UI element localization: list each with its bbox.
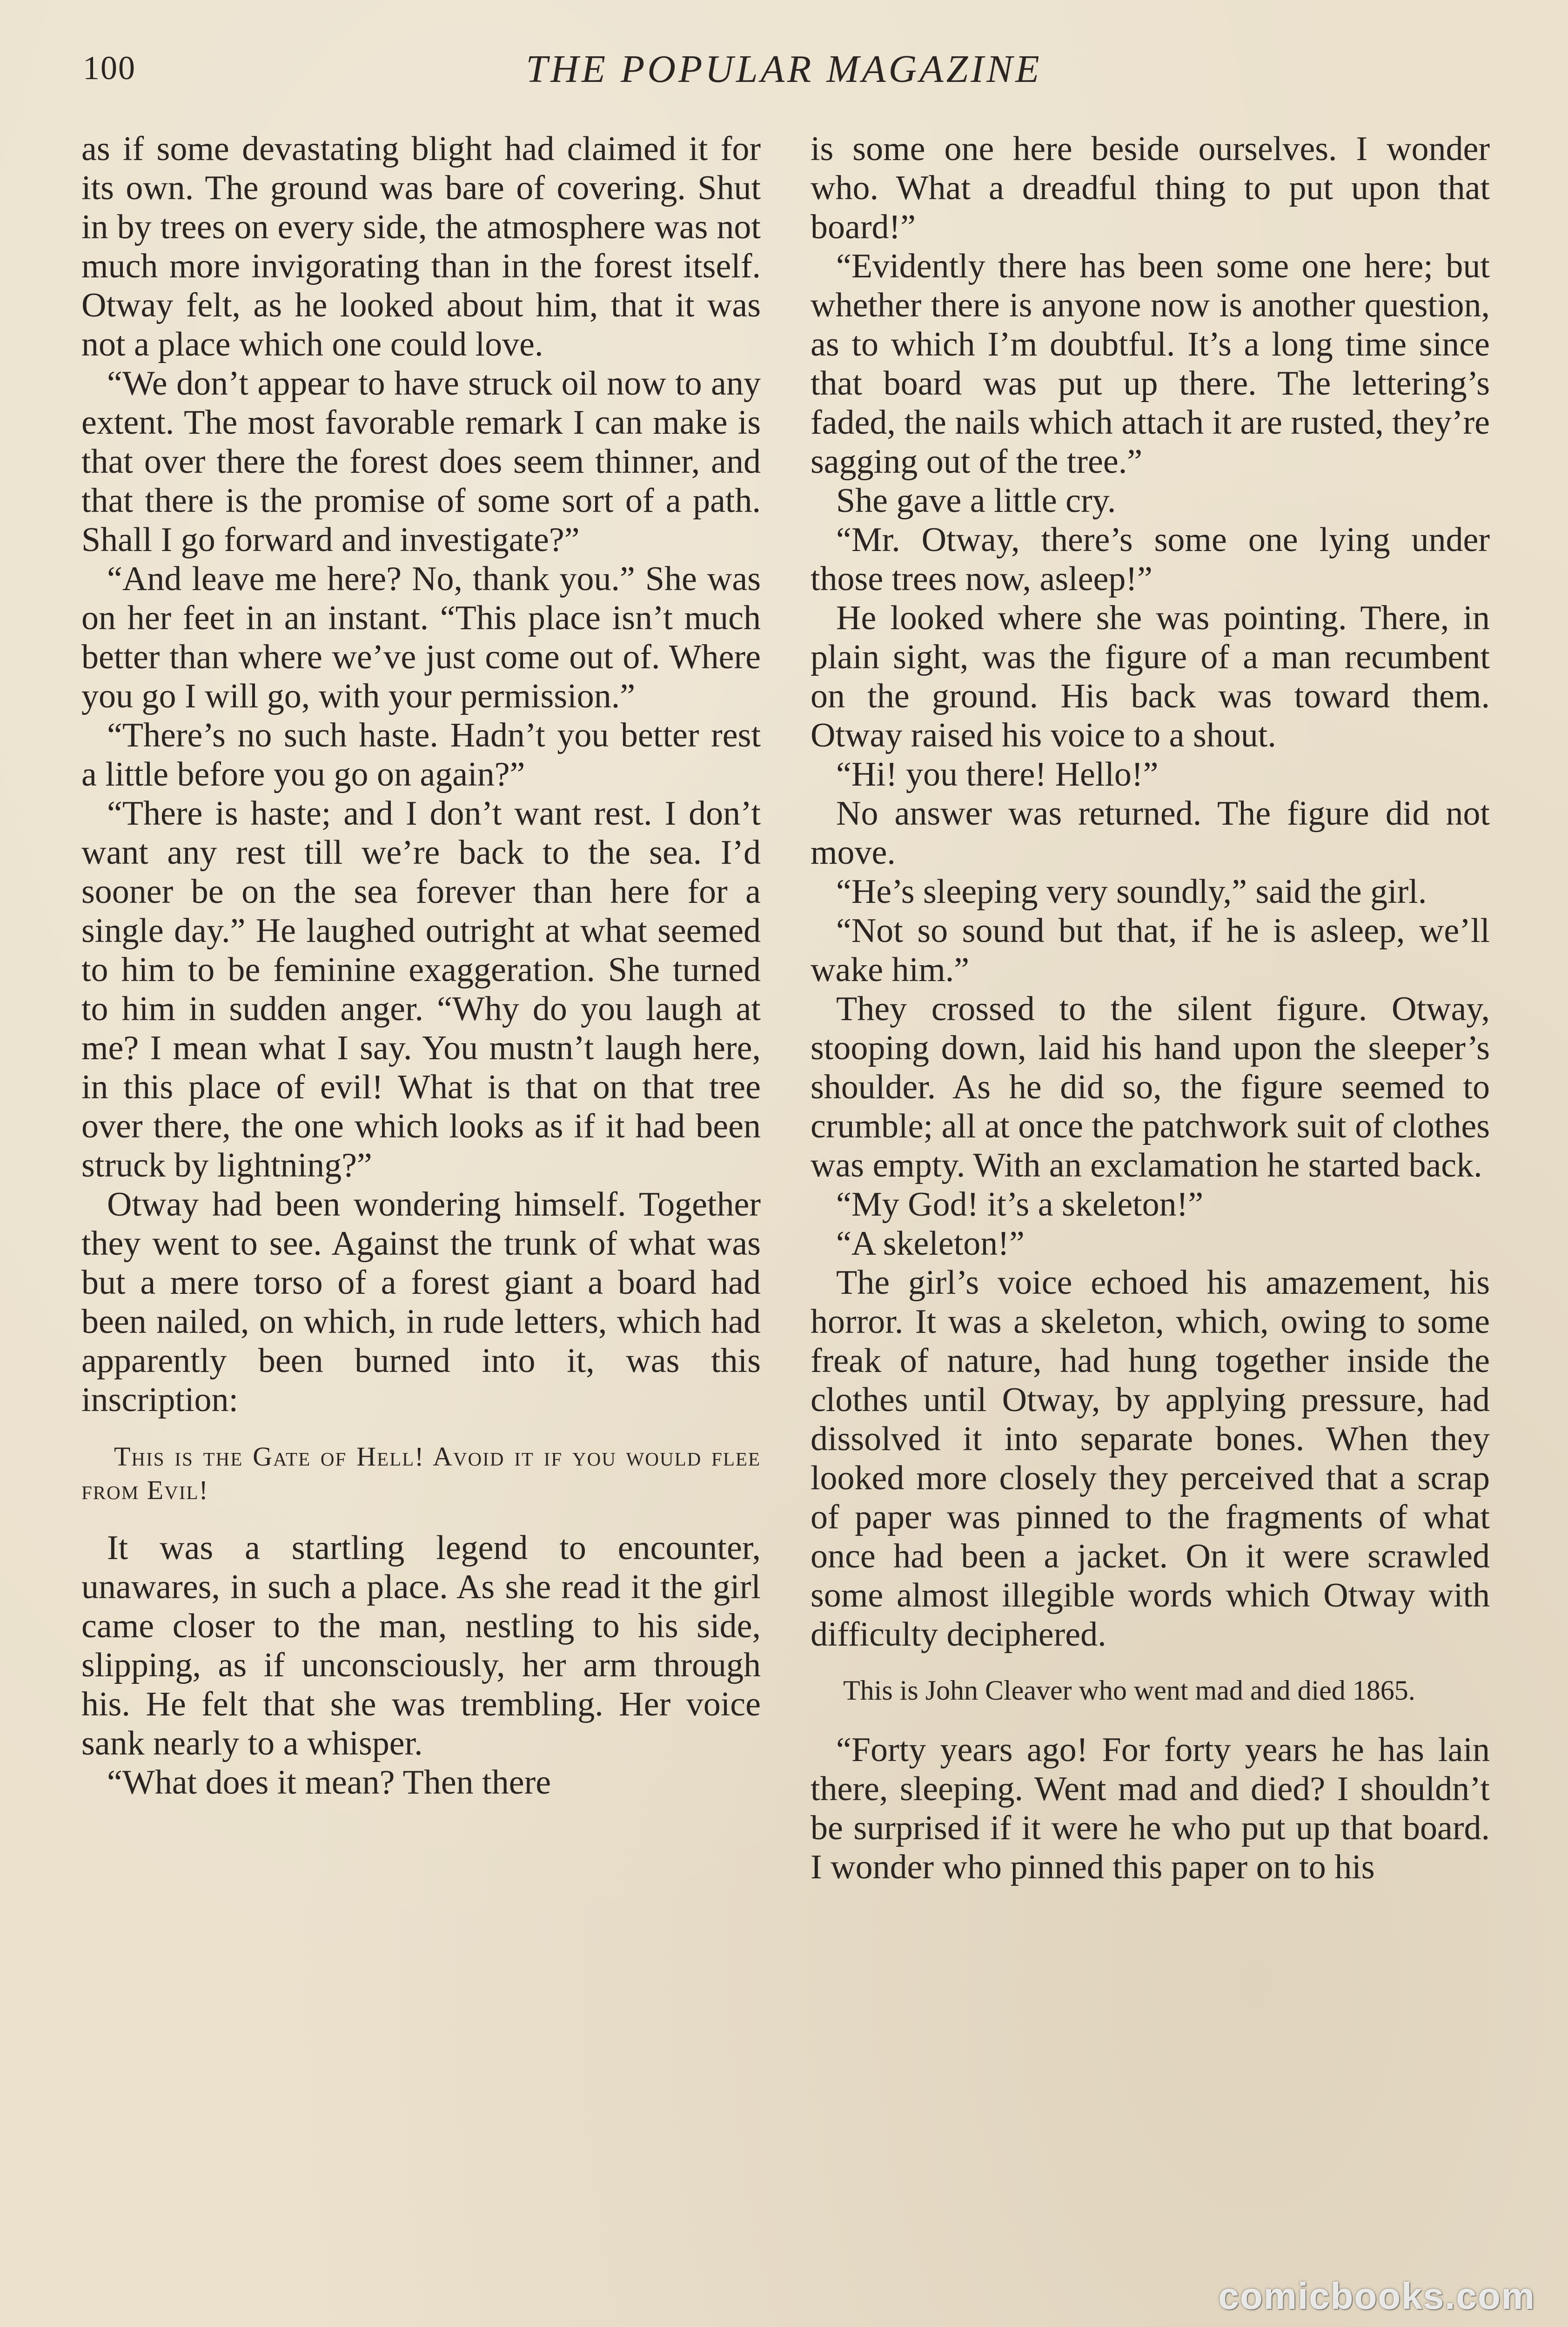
paragraph: “Forty years ago! For forty years he has lain there, sleeping. Went mad and died? I shouldn’t be surprised if it were he who put up that board. I wonder who pinned this paper on to his <box>811 1731 1490 1886</box>
paragraph: “There is haste; and I don’t want rest. I don’t want any rest till we’re back to the sea. I’d sooner be on the sea forever than here for a single day.” He laughed outright at what seemed to him to be feminine exaggeration. She turned to him in sudden anger. “Why do you laugh at me? I mean what I say. You mustn’t laugh here, in this place of evil! What is that on that tree over there, the one which looks as if it had been struck by lightning?” <box>81 794 761 1184</box>
paragraph: Otway had been wondering himself. Together they went to see. Against the trunk of what was but a mere torso of a forest giant a board had been nailed, on which, in rude letters, which had apparently been burned into it, was this inscription: <box>81 1185 761 1419</box>
paragraph: “My God! it’s a skeleton!” <box>836 1185 1204 1224</box>
paper-note: This is John Cleaver who went mad and died 1865. <box>843 1675 1415 1706</box>
paragraph: No answer was returned. The figure did not move. <box>811 794 1490 872</box>
paragraph: She gave a little cry. <box>836 482 1116 520</box>
paragraph: “He’s sleeping very soundly,” said the girl. <box>836 873 1427 911</box>
paragraph: “Evidently there has been some one here; but whether there is anyone now is another question, as to which I’m doubtful. It’s a long time since that board was put up there. The lettering’s faded, the nails which attach it are rusted, they’re sagging out of the tree.” <box>811 247 1490 481</box>
paragraph: “A skeleton!” <box>836 1224 1025 1263</box>
board-inscription: This is the Gate of Hell! Avoid it if you would flee from Evil! <box>81 1441 761 1505</box>
paragraph: He looked where she was pointing. There, in plain sight, was the figure of a man recumbent on the ground. His back was toward them. Otway raised his voice to a shout. <box>811 599 1490 754</box>
running-title: THE POPULAR MAGAZINE <box>526 47 1042 91</box>
paragraph: The girl’s voice echoed his amazement, his horror. It was a skeleton, which, owing to some freak of nature, had hung together inside the clothes until Otway, by applying pressure, had dissolved it into separate bones. When they looked more closely they perceived that a scrap of paper was pinned to the fragments of what once had been a jacket. On it were scrawled some almost illegible words which Otway with difficulty deciphered. <box>811 1264 1490 1654</box>
paragraph: “What does it mean? Then there <box>107 1763 551 1802</box>
paragraph: is some one here beside ourselves. I wonder who. What a dreadful thing to put upon that board!” <box>811 130 1490 246</box>
paragraph: as if some devastating blight had claimed it for its own. The ground was bare of covering. Shut in by trees on every side, the atmosphere was not much more invigorating than in the forest itself. Otway felt, as he looked about him, that it was not a place which one could love. <box>81 130 761 363</box>
paragraph: “Hi! you there! Hello!” <box>836 755 1159 794</box>
paragraph: “We don’t appear to have struck oil now to any extent. The most favorable remark I can make is that over there the forest does seem thinner, and that there is the promise of some sort of a path. Shall I go forward and investigate?” <box>81 364 761 559</box>
paragraph: “And leave me here? No, thank you.” She was on her feet in an instant. “This place isn’t much better than where we’ve just come out of. Where you go I will go, with your permission.” <box>81 560 761 715</box>
right-column <box>811 129 1490 1887</box>
paragraph: “Mr. Otway, there’s some one lying under those trees now, asleep!” <box>811 521 1490 598</box>
page-number: 100 <box>83 49 136 87</box>
left-column <box>81 129 761 1802</box>
paragraph: “There’s no such haste. Hadn’t you better rest a little before you go on again?” <box>81 716 761 794</box>
paragraph: It was a startling legend to encounter, unawares, in such a place. As she read it the girl came closer to the man, nestling to his side, slipping, as if unconsciously, her arm through his. He felt that she was trembling. Her voice sank nearly to a whisper. <box>81 1529 761 1762</box>
paragraph: They crossed to the silent figure. Otway, stooping down, laid his hand upon the sleeper’s shoulder. As he did so, the figure seemed to crumble; all at once the patchwork suit of clothes was empty. With an exclamation he started back. <box>811 990 1490 1184</box>
watermark: comicbooks.com <box>1218 2275 1535 2317</box>
paragraph: “Not so sound but that, if he is asleep, we’ll wake him.” <box>811 912 1490 989</box>
